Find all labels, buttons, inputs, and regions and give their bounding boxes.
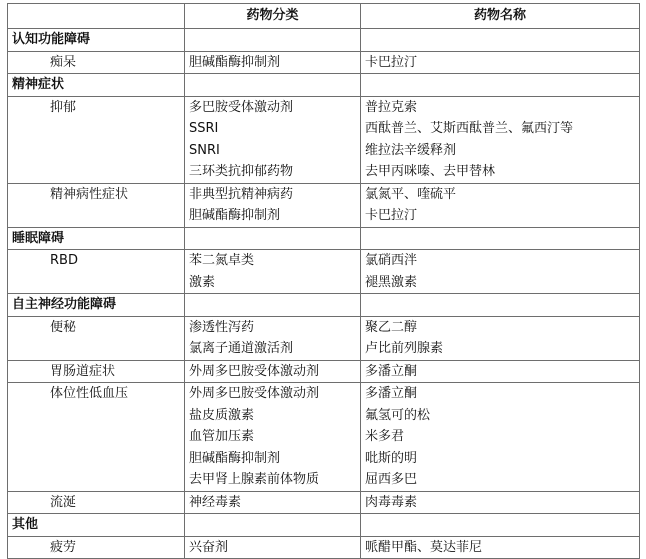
drug-class-item: 胆碱酯酶抑制剂 xyxy=(189,54,281,70)
drug-class-item: 胆碱酯酶抑制剂 xyxy=(189,208,281,223)
drug-class-item: 渗透性泻药 xyxy=(189,319,255,335)
drug-name-item: 卢比前列腺素 xyxy=(365,341,444,356)
drug-class-cell xyxy=(185,183,361,227)
drug-class-cell xyxy=(185,536,361,559)
drug-name-cell xyxy=(361,536,640,559)
section-row xyxy=(8,294,640,317)
section-row xyxy=(8,514,640,537)
section-title: 睡眠障碍 xyxy=(8,227,185,250)
symptom-cell: 便秘 xyxy=(8,316,185,360)
drug-class-cell xyxy=(185,360,361,383)
table-row xyxy=(8,96,640,183)
drug-class-item: 激素 xyxy=(189,274,216,290)
header-symptom xyxy=(8,4,185,29)
drug-class-item: 神经毒素 xyxy=(189,494,242,510)
drug-name-item: 氟氢可的松 xyxy=(365,407,431,423)
drug-table-container xyxy=(7,3,640,559)
drug-class-item: 外周多巴胺受体激动剂 xyxy=(189,386,320,401)
drug-class-item: 血管加压素 xyxy=(189,429,255,444)
drug-name-item: 去甲丙咪嗪、去甲替林 xyxy=(365,164,496,179)
table-row xyxy=(8,183,640,227)
drug-class-cell xyxy=(185,316,361,360)
drug-class-item: 去甲肾上腺素前体物质 xyxy=(189,472,320,487)
empty-cell xyxy=(361,294,640,317)
header-drug-name: 药物名称 xyxy=(361,4,640,29)
section-title: 认知功能障碍 xyxy=(8,29,185,52)
symptom-cell: 抑郁 xyxy=(8,96,185,183)
drug-name-cell xyxy=(361,51,640,74)
drug-class-cell xyxy=(185,250,361,294)
drug-class-cell xyxy=(185,383,361,492)
drug-name-item: 卡巴拉汀 xyxy=(365,54,418,70)
drug-class-item: 兴奋剂 xyxy=(189,539,229,555)
drug-name-item: 普拉克索 xyxy=(365,99,418,115)
table-row xyxy=(8,51,640,74)
drug-name-cell xyxy=(361,491,640,514)
section-title: 精神症状 xyxy=(8,74,185,97)
drug-class-item: 氯离子通道激活剂 xyxy=(189,341,294,356)
drug-class-cell xyxy=(185,96,361,183)
drug-name-item: 氯硝西泮 xyxy=(365,253,418,268)
table-row xyxy=(8,250,640,294)
drug-name-cell xyxy=(361,360,640,383)
drug-name-item: 多潘立酮 xyxy=(365,386,418,401)
symptom-cell: 疲劳 xyxy=(8,536,185,559)
drug-class-item: 多巴胺受体激动剂 xyxy=(189,99,294,115)
table-header xyxy=(8,4,640,29)
drug-class-item: 苯二氮卓类 xyxy=(189,253,255,268)
empty-cell xyxy=(185,29,361,52)
section-row xyxy=(8,29,640,52)
section-title: 自主神经功能障碍 xyxy=(8,294,185,317)
drug-class-cell xyxy=(185,491,361,514)
drug-name-cell xyxy=(361,383,640,492)
empty-cell xyxy=(185,227,361,250)
drug-name-item: 哌醋甲酯、莫达菲尼 xyxy=(365,539,483,555)
drug-class-cell xyxy=(185,51,361,74)
drug-class-item: 三环类抗抑郁药物 xyxy=(189,164,294,179)
drug-name-item: 西酞普兰、艾斯西酞普兰、氟西汀等 xyxy=(365,121,574,136)
empty-cell xyxy=(185,294,361,317)
drug-name-item: 氯氮平、喹硫平 xyxy=(365,186,457,202)
empty-cell xyxy=(361,227,640,250)
empty-cell xyxy=(185,514,361,537)
drug-class-item: 胆碱酯酶抑制剂 xyxy=(189,450,281,466)
empty-cell xyxy=(361,74,640,97)
section-row xyxy=(8,227,640,250)
empty-cell xyxy=(361,29,640,52)
drug-name-item: 屈西多巴 xyxy=(365,472,418,487)
table-row xyxy=(8,536,640,559)
symptom-cell: 胃肠道症状 xyxy=(8,360,185,383)
drug-class-item: 外周多巴胺受体激动剂 xyxy=(189,363,320,379)
section-title: 其他 xyxy=(8,514,185,537)
symptom-cell: 痴呆 xyxy=(8,51,185,74)
drug-class-item: 非典型抗精神病药 xyxy=(189,186,294,202)
header-drug-class: 药物分类 xyxy=(185,4,361,29)
symptom-cell: 流涎 xyxy=(8,491,185,514)
drug-name-item: 褪黑激素 xyxy=(365,274,418,290)
drug-name-item: 聚乙二醇 xyxy=(365,319,418,335)
empty-cell xyxy=(185,74,361,97)
drug-name-cell xyxy=(361,250,640,294)
section-row xyxy=(8,74,640,97)
empty-cell xyxy=(361,514,640,537)
drug-class-item: SSRI xyxy=(189,121,219,136)
drug-name-item: 维拉法辛缓释剂 xyxy=(365,142,457,158)
drug-name-item: 吡斯的明 xyxy=(365,450,418,466)
drug-name-item: 卡巴拉汀 xyxy=(365,208,418,223)
drug-class-item: 盐皮质激素 xyxy=(189,407,255,423)
table-row xyxy=(8,491,640,514)
table-body xyxy=(8,29,640,559)
table-row xyxy=(8,316,640,360)
drug-name-item: 肉毒毒素 xyxy=(365,494,418,510)
drug-name-cell xyxy=(361,183,640,227)
symptom-cell: 精神病性症状 xyxy=(8,183,185,227)
symptom-cell: RBD xyxy=(8,250,185,294)
table-row xyxy=(8,383,640,492)
drug-name-item: 米多君 xyxy=(365,429,405,444)
header-row xyxy=(8,4,640,29)
drug-name-item: 多潘立酮 xyxy=(365,363,418,379)
drug-name-cell xyxy=(361,96,640,183)
drug-table xyxy=(7,3,640,559)
drug-name-cell xyxy=(361,316,640,360)
symptom-cell: 体位性低血压 xyxy=(8,383,185,492)
drug-class-item: SNRI xyxy=(189,142,220,158)
table-row xyxy=(8,360,640,383)
